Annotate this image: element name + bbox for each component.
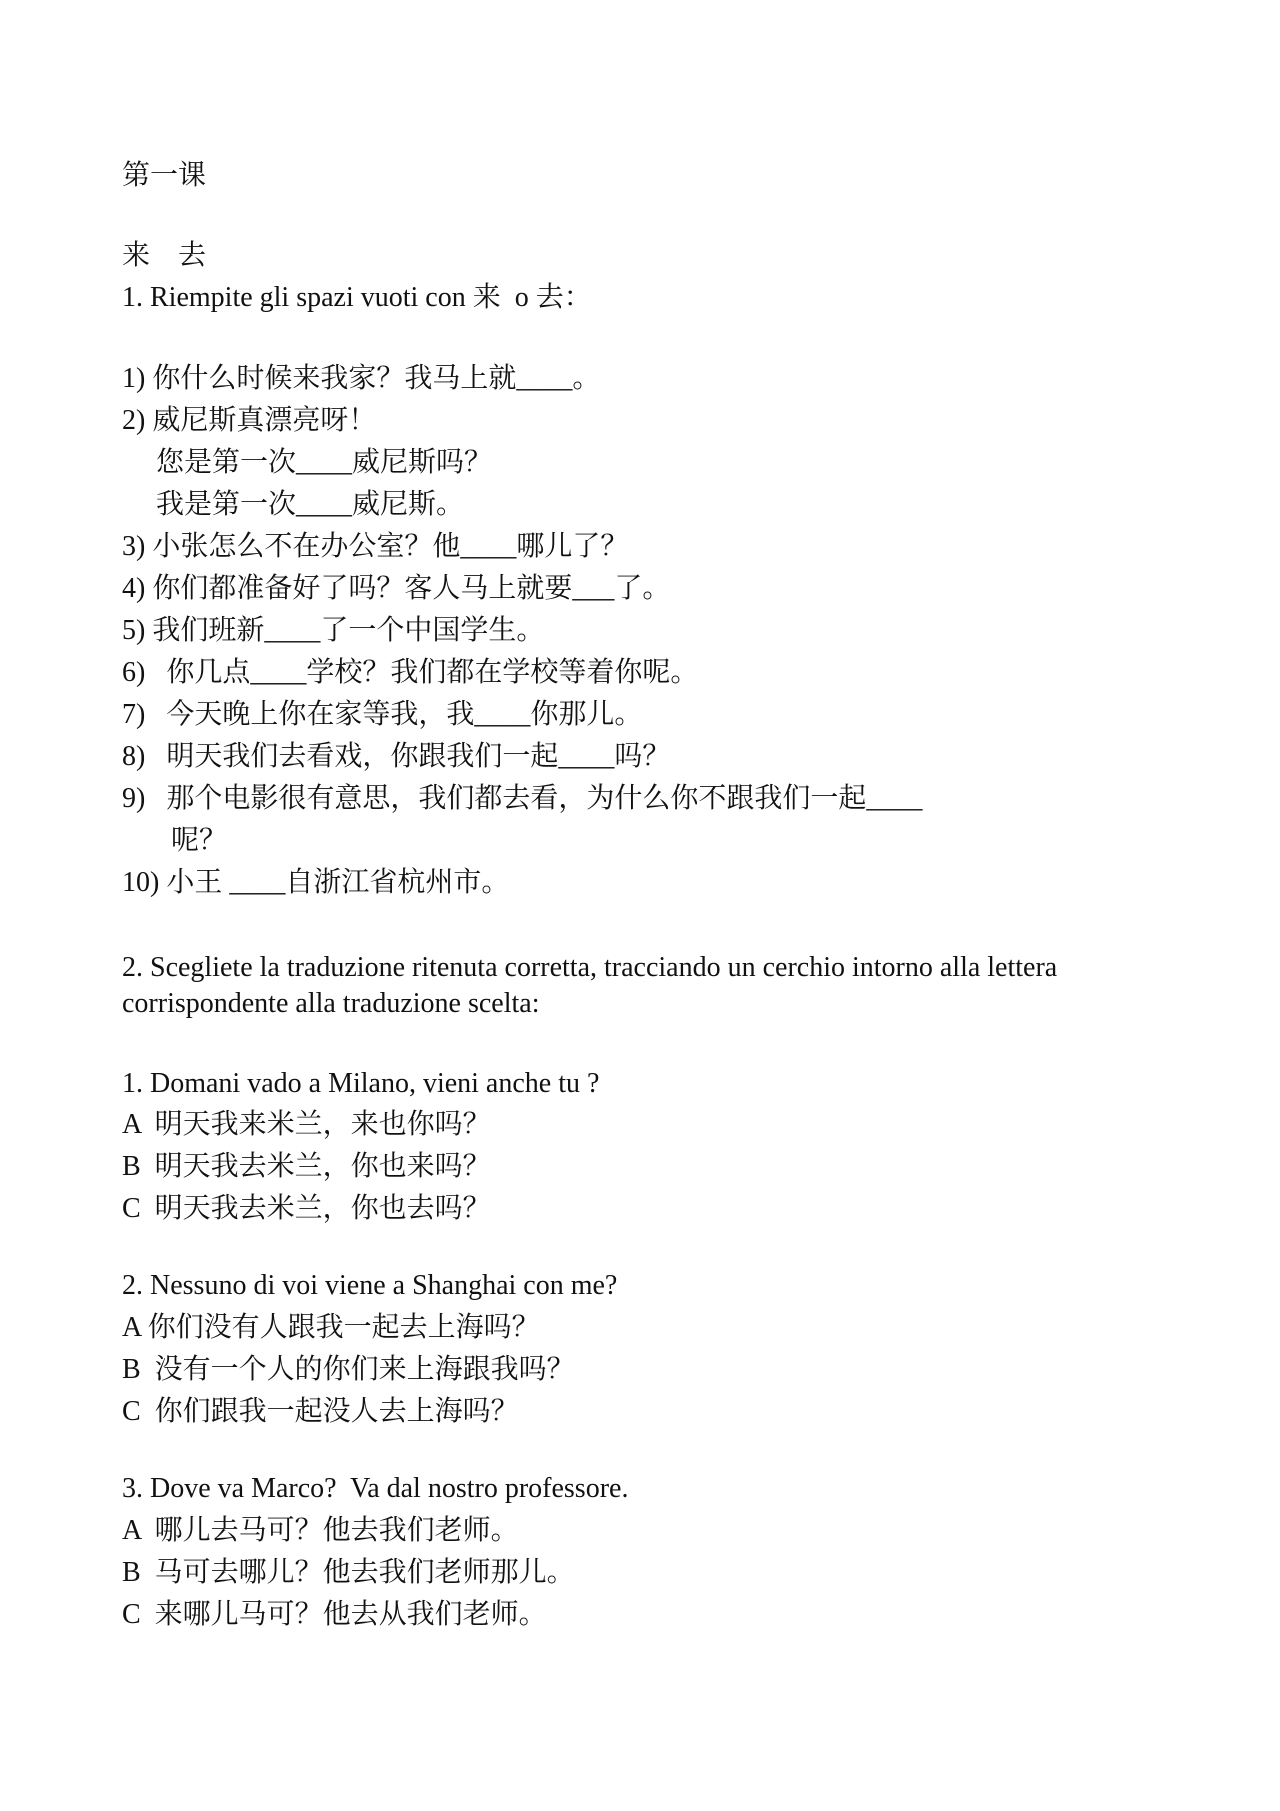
answer-option: C 来哪儿马可？他去从我们老师。 [122,1599,547,1630]
exercise1-item: 您是第一次____威尼斯吗？ [156,447,493,478]
answer-option: A 明天我来米兰，来也你吗？ [122,1109,491,1140]
exercise1-item: 我是第一次____威尼斯。 [156,489,465,520]
exercise2-instruction: 2. Scegliete la traduzione ritenuta corretta, tracciando un cerchio intorno alla lettera [122,952,1058,983]
answer-option: B 明天我去米兰，你也来吗？ [122,1151,491,1182]
exercise1-item: 6) 你几点____学校？我们都在学校等着你呢。 [122,657,699,688]
question-prompt: 1. Domani vado a Milano, vieni anche tu ? [122,1068,600,1099]
exercise1-item: 4) 你们都准备好了吗？客人马上就要___了。 [122,573,671,604]
lesson-title: 第一课 [122,160,207,191]
answer-option: C 你们跟我一起没人去上海吗？ [122,1396,519,1427]
question-prompt: 2. Nessuno di voi viene a Shanghai con me? [122,1270,618,1301]
exercise1-item: 呢？ [171,825,228,856]
answer-option: B 马可去哪儿？他去我们老师那儿。 [122,1557,575,1588]
answer-option: C 明天我去米兰，你也去吗？ [122,1193,491,1224]
exercise2-instruction: corrispondente alla traduzione scelta: [122,988,540,1019]
exercise1-item: 3) 小张怎么不在办公室？他____哪儿了？ [122,531,629,562]
answer-option: A 哪儿去马可？他去我们老师。 [122,1515,519,1546]
exercise1-item: 2) 威尼斯真漂亮呀！ [122,405,377,436]
exercise1-item: 7) 今天晚上你在家等我，我____你那儿。 [122,699,643,730]
exercise1-item: 8) 明天我们去看戏，你跟我们一起____吗？ [122,741,671,772]
exercise1-item: 9) 那个电影很有意思，我们都去看，为什么你不跟我们一起____ [122,783,923,814]
answer-option: A 你们没有人跟我一起去上海吗？ [122,1312,540,1343]
exercise1-item: 5) 我们班新____了一个中国学生。 [122,615,545,646]
exercise1-instruction: 1. Riempite gli spazi vuoti con 来 o 去： [122,282,592,313]
exercise1-item: 10) 小王 ____自浙江省杭州市。 [122,867,510,898]
question-prompt: 3. Dove va Marco? Va dal nostro professore. [122,1473,629,1504]
exercise1-item: 1) 你什么时候来我家？我马上就____。 [122,363,601,394]
section-heading: 来 去 [122,240,207,271]
answer-option: B 没有一个人的你们来上海跟我吗？ [122,1354,575,1385]
